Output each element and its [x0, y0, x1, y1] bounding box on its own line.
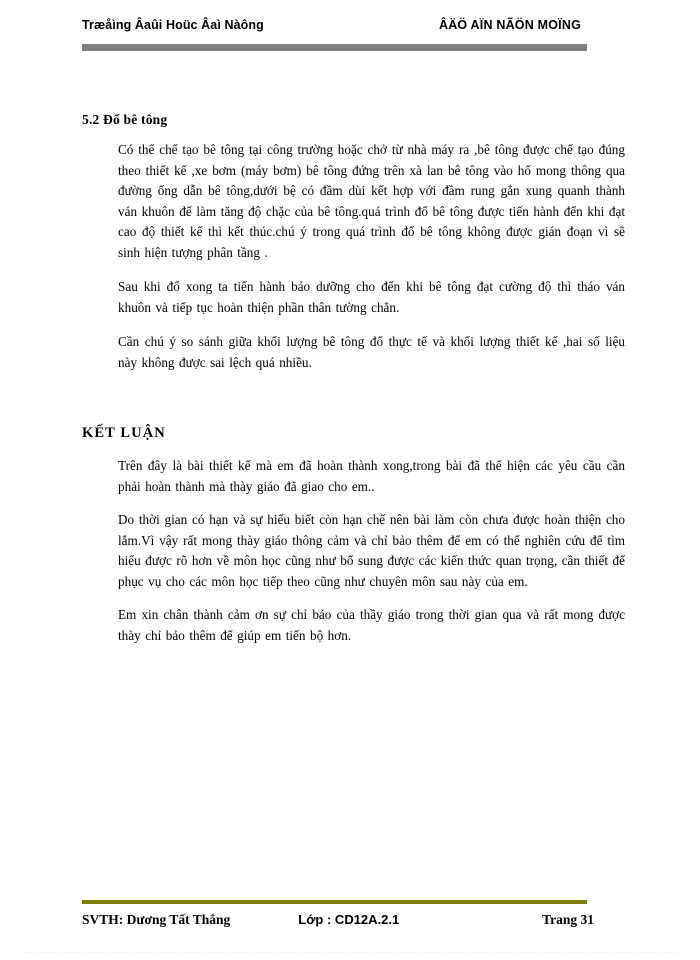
page-bottom-dotted-edge: [22, 952, 678, 953]
footer-student-name: SVTH: Dương Tất Thắng: [82, 912, 231, 927]
section-paragraph: Cần chú ý so sánh giữa khối lượng bê tông đổ thực tế và khối lượng thiết kế ,hai số liệu này không được sai lệch quá nhiều.: [118, 334, 625, 370]
header-divider-rule: [82, 44, 587, 51]
footer-page-number: Trang 31: [542, 912, 594, 927]
conclusion-paragraph: Trên đây là bài thiết kế mà em đã hoàn thành xong,trong bài đã thể hiện các yêu cầu cần phải hoàn thành mà thày giáo đã giao cho em..: [118, 458, 625, 494]
footer-divider-rule: [82, 900, 587, 904]
header-project-title: ÂÄÖ AÏN NÃÖN MOÏNG: [438, 18, 581, 32]
conclusion-paragraph: Em xin chân thành cảm ơn sự chỉ bảo của thầy giáo trong thời gian qua và rất mong được thày chỉ bảo thêm để giúp em tiến bộ hơn.: [118, 607, 625, 643]
section-paragraph: Có thể chế tạo bê tông tại công trường hoặc chở từ nhà máy ra ,bê tông được chế tạo đúng theo thiết kế ,xe bơm (máy bơm) bê tông đứng trên xà lan bê tông vào hố mong thông qua đường ống dẫn bê tông,dưới bệ có đầm dùi kết hợp với đầm rung gắn xung quanh thành ván khuôn để làm tăng độ chặc của bê tông.quá trình đổ bê tông được tiến hành đến khi đạt cao độ thiết kế thì kết thúc.chú ý trong quá trình đổ bê tông không được gián đoạn vì sẽ sinh hiện tượng phân tầng .: [118, 142, 625, 260]
page-footer: [82, 912, 594, 928]
conclusion-paragraph: Do thời gian có hạn và sự hiểu biết còn hạn chế nên bài làm còn chưa được hoàn thiện cho lắm.Vì vậy rất mong thày giáo thông cảm và chỉ bảo thêm để em có thể nghiên cứu để tìm hiểu được rõ hơn về môn học cũng như bổ sung được các kiến thức quan trọng, cần thiết để phục vụ cho các môn học tiếp theo cũng như chuyên môn sau này của em.: [118, 512, 625, 589]
page-header: [82, 18, 587, 32]
section-paragraph: Sau khi đổ xong ta tiến hành bảo dưỡng cho đến khi bê tông đạt cường độ thì tháo ván khuôn và tiếp tục hoàn thiện phần thân tường chắn.: [118, 279, 625, 315]
document-body: [82, 112, 625, 659]
conclusion-section: [82, 425, 625, 646]
header-university-name: Træåìng Âaûi Hoüc Âaì Nàông: [82, 18, 264, 32]
footer-class-label: Lớp : CD12A.2.1: [298, 912, 400, 927]
conclusion-heading: KẾT LUẬN: [82, 425, 166, 441]
section-heading-5-2: 5.2 Đổ bê tông: [82, 112, 168, 127]
